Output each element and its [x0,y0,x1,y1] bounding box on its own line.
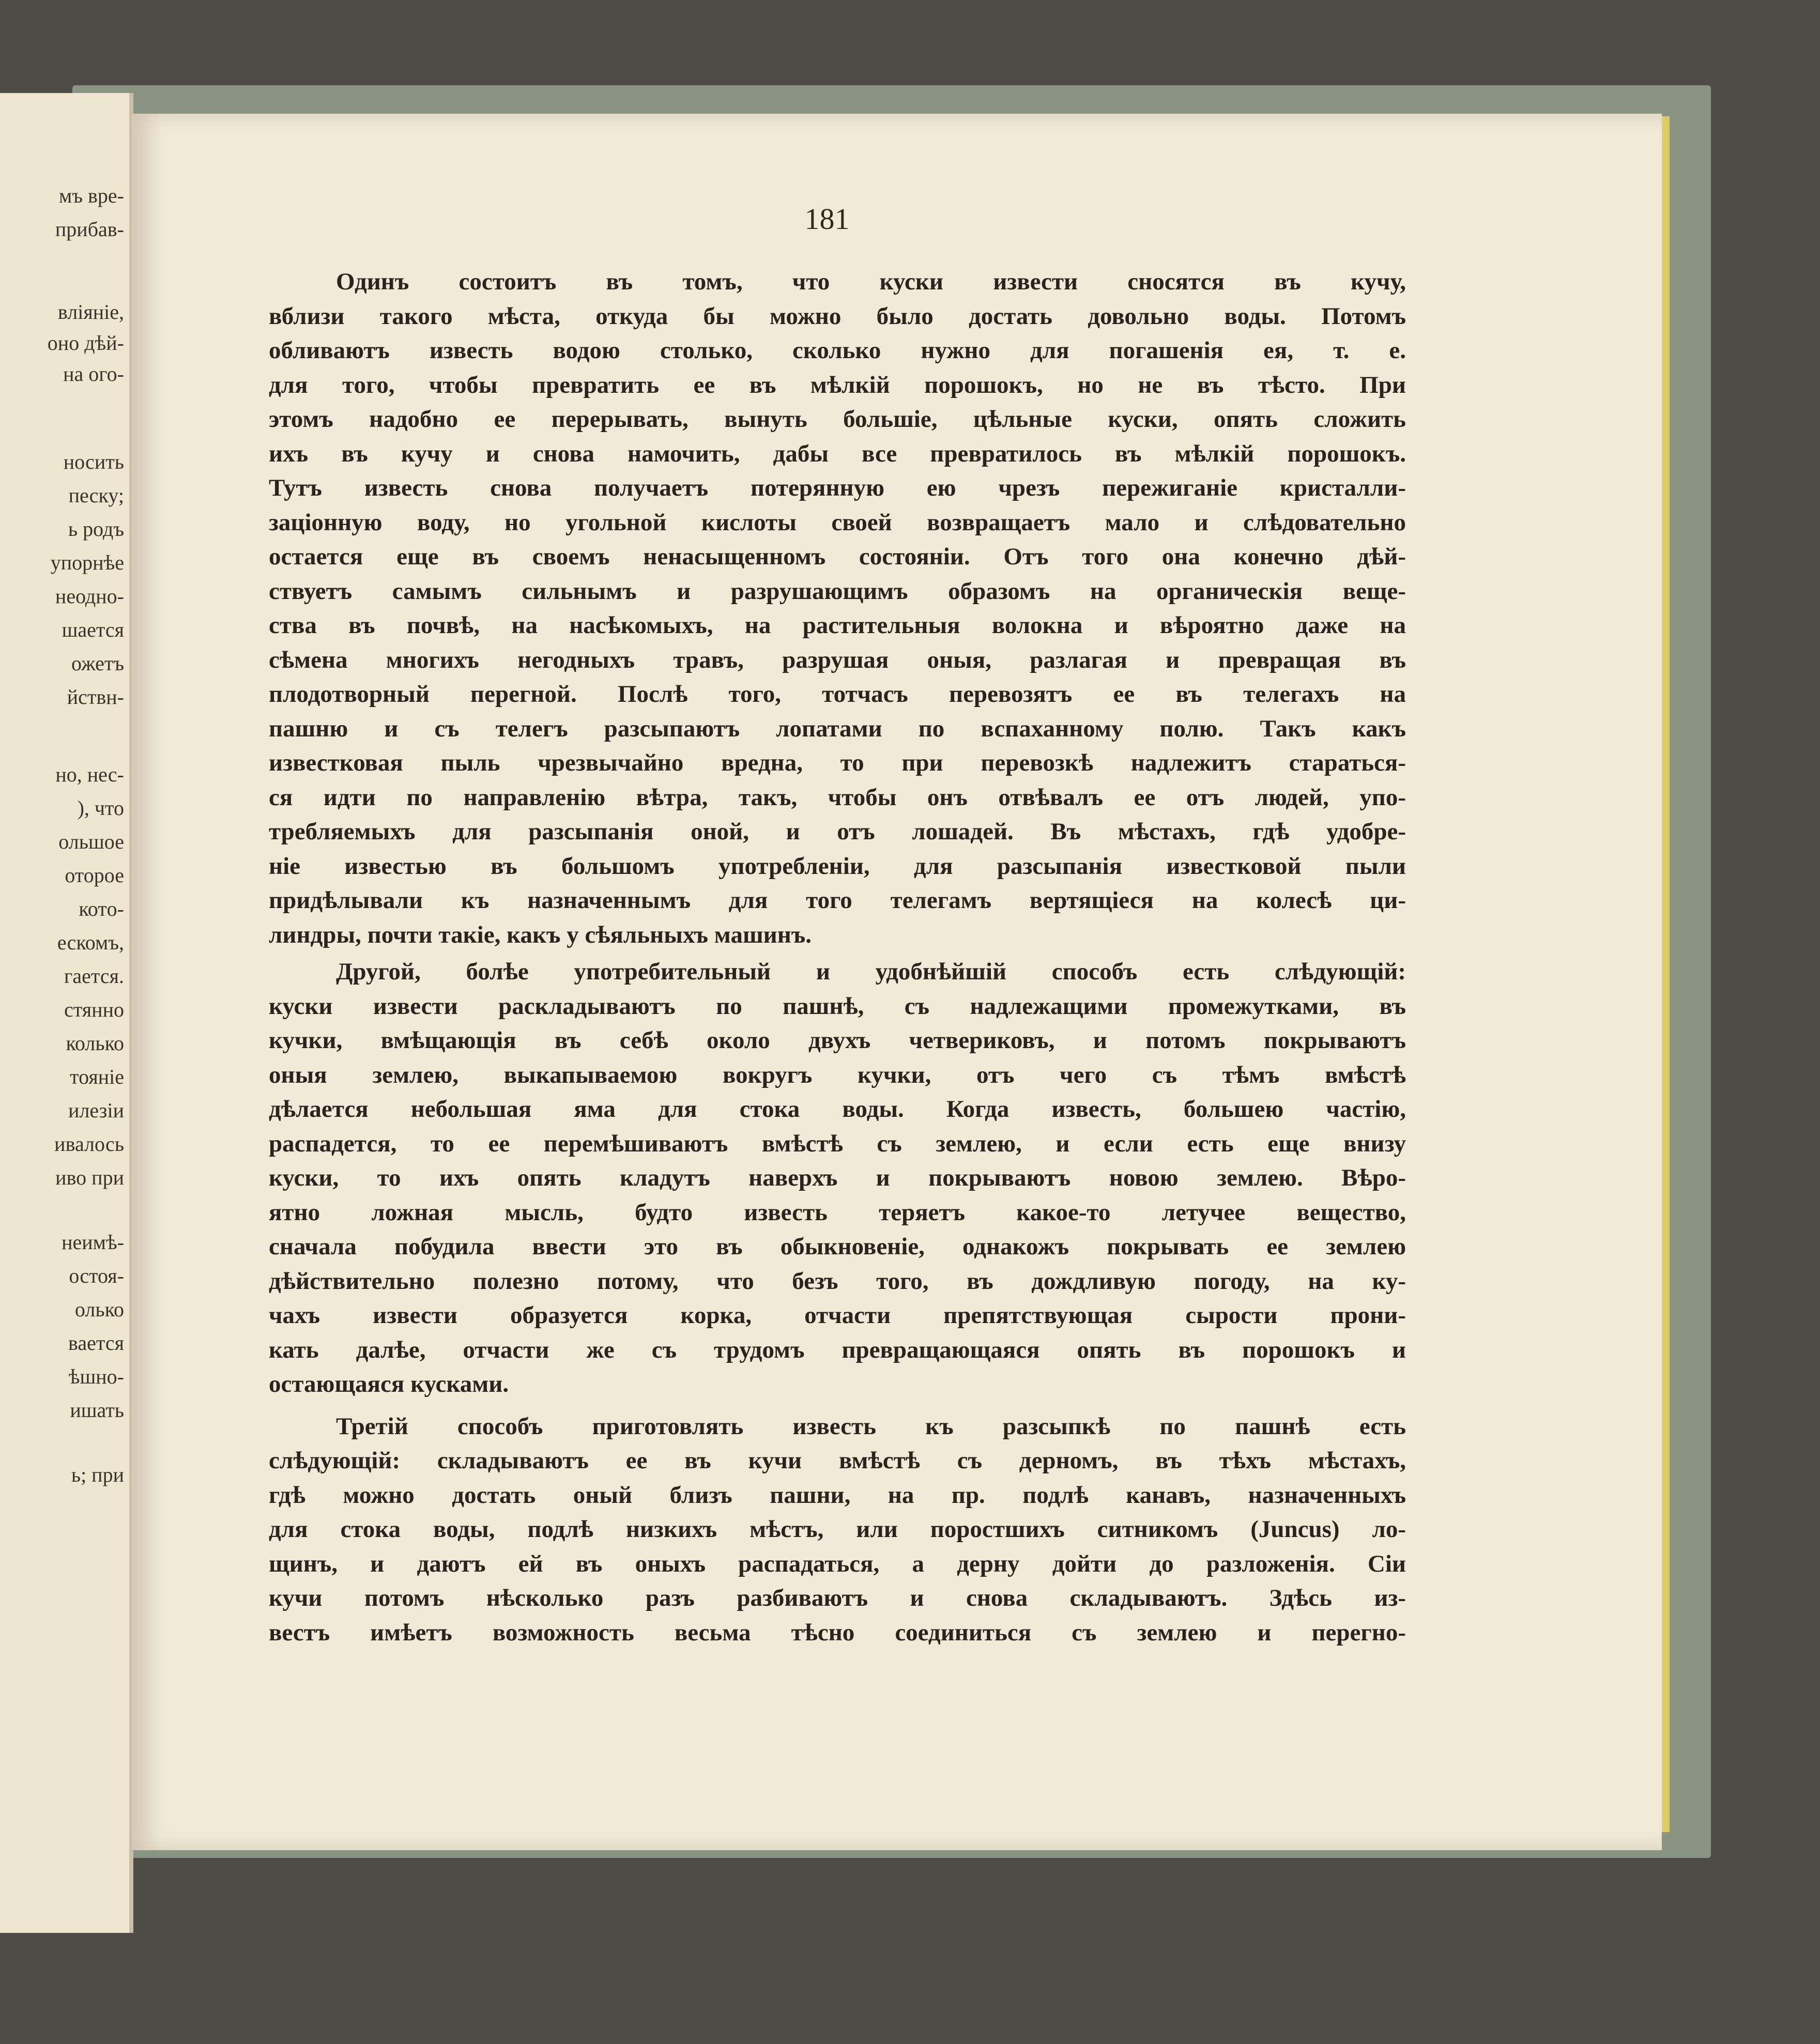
left-page-text-fragment: неимѣ- [62,1231,124,1254]
left-page-text-fragment: ь; при [71,1463,124,1486]
text-line: Одинъ состоитъ въ томъ, что куски извести сносятся въ кучу, [336,268,1406,295]
text-line: дѣлается небольшая яма для стока воды. Когда известь, большею частію, [269,1096,1406,1123]
left-page-text-fragment: но, нес- [55,763,124,786]
left-page-text-fragment: вліяніе, [57,300,124,324]
left-page-text-fragment: йствн- [67,685,124,709]
text-line: ихъ въ кучу и снова намочить, дабы все превратилось въ мѣлкій порошокъ. [269,440,1406,467]
text-line: известковая пыль чрезвычайно вредна, то при перевозкѣ надлежитъ стараться- [269,749,1406,776]
left-page-text-fragment: ), что [77,796,124,820]
text-line: этомъ надобно ее перерывать, вынуть большіе, цѣльные куски, опять сложить [269,406,1406,433]
text-line: щинъ, и даютъ ей въ оныхъ распадаться, а дерну дойти до разложенія. Сіи [269,1550,1406,1577]
text-line: кучи потомъ нѣсколько разъ разбиваютъ и снова складываютъ. Здѣсь из- [269,1585,1406,1611]
text-line: гдѣ можно достать оный близъ пашни, на пр. подлѣ канавъ, назначенныхъ [269,1482,1406,1509]
left-page-text-fragment: на ого- [63,362,124,386]
text-line: сначала побудила ввести это въ обыкновеніе, однакожъ покрывать ее землею [269,1233,1406,1260]
left-page-text-fragment: ивалось [54,1132,124,1156]
left-page-text-fragment: мъ вре- [59,184,124,207]
left-page-text-fragment: песку; [68,484,124,507]
left-page-text-fragment: тояніе [70,1065,124,1088]
left-page-text-fragment: носить [63,450,124,473]
text-line: линдры, почти такіе, какъ у сѣяльныхъ машинъ. [269,921,812,948]
text-line: пашню и съ телегъ разсыпаютъ лопатами по вспаханному полю. Такъ какъ [269,715,1406,742]
left-page-text-fragment: прибав- [55,218,124,241]
left-page-text-fragment: упорнѣе [50,551,124,574]
left-page-text-fragment: илезіи [68,1099,124,1122]
left-page-text-fragment: ескомъ, [57,931,124,954]
text-line: Тутъ известь снова получаетъ потерянную ею чрезъ пережиганіе кристалли- [269,474,1406,501]
text-line: кучки, вмѣщающія въ себѣ около двухъ четвериковъ, и потомъ покрываютъ [269,1027,1406,1054]
page-number: 181 [804,202,850,236]
text-line: ся идти по направленію вѣтра, такъ, чтобы онъ отвѣвалъ ее отъ людей, упо- [269,784,1406,811]
text-line: остающаяся кусками. [269,1371,509,1397]
text-line: куски, то ихъ опять кладутъ наверхъ и покрываютъ новою землею. Вѣро- [269,1164,1406,1191]
left-page-text-fragment: неодно- [55,585,124,608]
text-line: Другой, болѣе употребительный и удобнѣйшій способъ есть слѣдующій: [336,958,1406,985]
left-page-text-fragment: гается. [64,964,124,988]
left-page-text-fragment: ѣшно- [68,1365,124,1388]
left-page-text-fragment: шается [62,618,124,641]
left-page-text-fragment: олько [74,1298,124,1321]
left-page-text-fragment: стянно [64,998,124,1021]
text-line: дѣйствительно полезно потому, что безъ того, въ дождливую погоду, на ку- [269,1268,1406,1295]
left-page-text-fragment: ь родъ [68,517,124,541]
text-line: ства въ почвѣ, на насѣкомыхъ, на растительныя волокна и вѣроятно даже на [269,612,1406,639]
text-line: вблизи такого мѣста, откуда бы можно было достать довольно воды. Потомъ [269,303,1406,330]
text-line: остается еще въ своемъ ненасыщенномъ состояніи. Отъ того она конечно дѣй- [269,543,1406,570]
left-page-text-fragment: оторое [65,864,124,887]
text-line: ятно ложная мысль, будто известь теряетъ какое-то летучее вещество, [269,1199,1406,1226]
text-line: заціонную воду, но угольной кислоты своей возвращаетъ мало и слѣдовательно [269,509,1406,536]
left-page-text-fragment: оно дѣй- [47,331,124,355]
left-page-text-fragment: колько [66,1032,124,1055]
text-line: ніе известью въ большомъ употребленіи, для разсыпанія известковой пыли [269,853,1406,880]
text-line: для того, чтобы превратить ее въ мѣлкій порошокъ, но не въ тѣсто. При [269,372,1406,398]
text-line: куски извести раскладываютъ по пашнѣ, съ надлежащими промежутками, въ [269,993,1406,1020]
left-page-text-fragment: ишать [70,1398,124,1422]
text-line: обливаютъ известь водою столько, сколько нужно для погашенія ея, т. е. [269,337,1406,364]
text-line: вестъ имѣетъ возможность весьма тѣсно соединиться съ землею и перегно- [269,1619,1406,1646]
left-page-text-fragment: вается [68,1331,124,1355]
left-page-text-fragment: ожетъ [71,652,124,675]
text-line: распадется, то ее перемѣшиваютъ вмѣстѣ съ землею, и если есть еще внизу [269,1130,1406,1157]
left-page-text-fragment: котo- [79,897,124,920]
text-line: Третій способъ приготовлять известь къ разсыпкѣ по пашнѣ есть [336,1413,1406,1440]
left-page [0,93,133,1933]
left-page-text-fragment: ольшое [58,830,124,853]
left-page-text-fragment: остоя- [69,1264,124,1287]
text-line: придѣлывали къ назначеннымъ для того телегамъ вертящіеся на колесѣ ци- [269,887,1406,914]
text-line: для стока воды, подлѣ низкихъ мѣстъ, или поростшихъ ситникомъ (Juncus) ло- [269,1516,1406,1543]
text-line: оныя землею, выкапываемою вокругъ кучки, отъ чего съ тѣмъ вмѣстѣ [269,1062,1406,1088]
text-line: ствуетъ самымъ сильнымъ и разрушающимъ образомъ на органическія веще- [269,578,1406,605]
text-line: плодотворный перегной. Послѣ того, тотчасъ перевозятъ ее въ телегахъ на [269,681,1406,708]
text-line: чахъ извести образуется корка, отчасти препятствующая сырости прони- [269,1302,1406,1329]
text-line: сѣмена многихъ негодныхъ травъ, разрушая оныя, разлагая и превращая въ [269,647,1406,673]
text-line: кать далѣе, отчасти же съ трудомъ превращающаяся опять въ порошокъ и [269,1336,1406,1363]
left-page-text-fragment: иво при [55,1166,124,1189]
text-line: слѣдующій: складываютъ ее въ кучи вмѣстѣ съ дерномъ, въ тѣхъ мѣстахъ, [269,1447,1406,1474]
text-line: требляемыхъ для разсыпанія оной, и отъ лошадей. Въ мѣстахъ, гдѣ удобре- [269,818,1406,845]
